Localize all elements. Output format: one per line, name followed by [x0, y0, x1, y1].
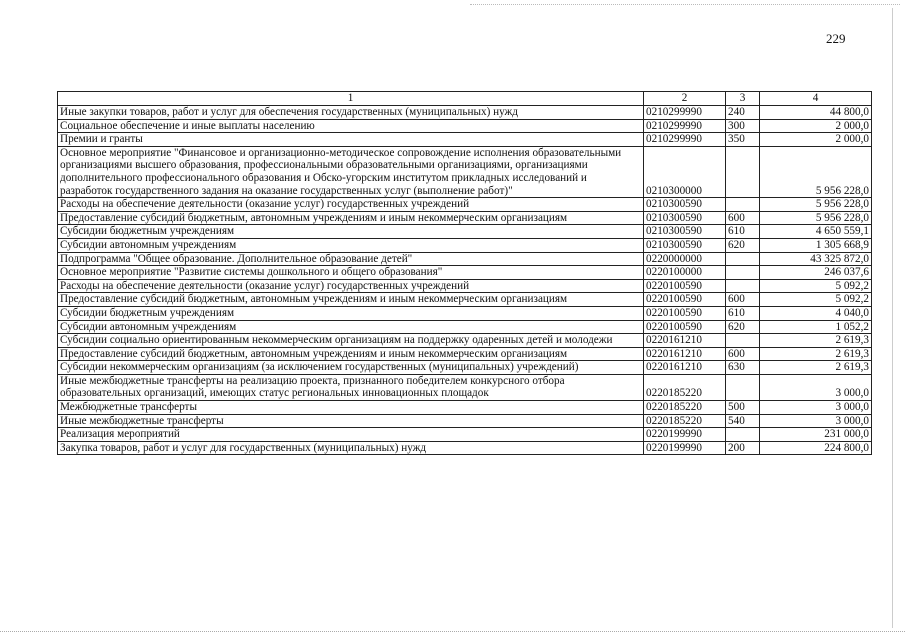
row-type [726, 146, 760, 197]
row-amount: 5 092,2 [760, 293, 872, 307]
row-amount: 3 000,0 [760, 414, 872, 428]
table-row [58, 347, 872, 361]
column-header-type: 3 [726, 92, 760, 106]
row-type: 600 [726, 293, 760, 307]
row-type: 600 [726, 211, 760, 225]
budget-table [57, 91, 872, 455]
table-row [58, 252, 872, 266]
row-name: Субсидии бюджетным учреждениям [58, 306, 644, 320]
page-number: 229 [826, 31, 846, 46]
row-name: Предоставление субсидий бюджетным, автономным учреждениям и иным некоммерческим организациям [58, 211, 644, 225]
row-code: 0210300590 [644, 211, 726, 225]
row-name: Основное мероприятие "Развитие системы дошкольного и общего образования" [58, 266, 644, 280]
table-row [58, 293, 872, 307]
row-code: 0210299990 [644, 133, 726, 147]
table-header-row [58, 92, 872, 106]
row-amount: 2 000,0 [760, 119, 872, 133]
row-type [726, 279, 760, 293]
column-header-amount: 4 [760, 92, 872, 106]
row-name: Предоставление субсидий бюджетным, автономным учреждениям и иным некоммерческим организациям [58, 347, 644, 361]
table-row [58, 198, 872, 212]
row-code: 0220199990 [644, 441, 726, 455]
row-code: 0220185220 [644, 374, 726, 400]
row-amount: 224 800,0 [760, 441, 872, 455]
row-type: 350 [726, 133, 760, 147]
row-code: 0220161210 [644, 361, 726, 375]
table-row [58, 306, 872, 320]
row-amount: 2 000,0 [760, 133, 872, 147]
table-row [58, 361, 872, 375]
row-code: 0210300590 [644, 198, 726, 212]
table-row [58, 266, 872, 280]
row-name: Иные межбюджетные трансферты [58, 414, 644, 428]
row-code: 0220161210 [644, 334, 726, 348]
column-header-name: 1 [58, 92, 644, 106]
row-amount: 5 956 228,0 [760, 198, 872, 212]
row-type [726, 252, 760, 266]
row-amount: 5 956 228,0 [760, 211, 872, 225]
row-type [726, 428, 760, 442]
row-type: 620 [726, 320, 760, 334]
row-amount: 3 000,0 [760, 374, 872, 400]
row-code: 0220100590 [644, 293, 726, 307]
row-type: 300 [726, 119, 760, 133]
row-code: 0210299990 [644, 119, 726, 133]
table-row [58, 414, 872, 428]
row-code: 0220199990 [644, 428, 726, 442]
row-name: Субсидии автономным учреждениям [58, 238, 644, 252]
row-type: 610 [726, 306, 760, 320]
row-code: 0220185220 [644, 414, 726, 428]
table-row [58, 374, 872, 400]
row-amount: 5 956 228,0 [760, 146, 872, 197]
table-row [58, 133, 872, 147]
row-amount: 1 305 668,9 [760, 238, 872, 252]
row-code: 0220161210 [644, 347, 726, 361]
row-name: Подпрограмма "Общее образование. Дополнительное образование детей" [58, 252, 644, 266]
row-type: 500 [726, 401, 760, 415]
row-code: 0210300590 [644, 238, 726, 252]
column-header-code: 2 [644, 92, 726, 106]
row-name: Субсидии бюджетным учреждениям [58, 225, 644, 239]
row-name: Основное мероприятие "Финансовое и организационно-методическое сопровождение исполнения образовательными организациями высшего образования, профессиональными образовательными организациями, организациями дополнительного профессионального образования и Обско-угорским институтом прикладных исследований и разработок государственного задания на оказание государственных услуг (выполнение работ)" [58, 146, 644, 197]
row-code: 0210300000 [644, 146, 726, 197]
row-code: 0220100000 [644, 266, 726, 280]
row-type: 240 [726, 106, 760, 120]
row-amount: 5 092,2 [760, 279, 872, 293]
row-type: 200 [726, 441, 760, 455]
table-row [58, 106, 872, 120]
row-amount: 2 619,3 [760, 334, 872, 348]
row-code: 0210299990 [644, 106, 726, 120]
row-name: Закупка товаров, работ и услуг для государственных (муниципальных) нужд [58, 441, 644, 455]
table-row [58, 401, 872, 415]
row-code: 0220100590 [644, 279, 726, 293]
table-row [58, 119, 872, 133]
row-type [726, 334, 760, 348]
row-amount: 2 619,3 [760, 347, 872, 361]
row-type: 540 [726, 414, 760, 428]
row-code: 0220000000 [644, 252, 726, 266]
row-amount: 2 619,3 [760, 361, 872, 375]
row-amount: 3 000,0 [760, 401, 872, 415]
table-row [58, 146, 872, 197]
row-code: 0220185220 [644, 401, 726, 415]
table-row [58, 238, 872, 252]
row-type: 620 [726, 238, 760, 252]
row-name: Расходы на обеспечение деятельности (оказание услуг) государственных учреждений [58, 279, 644, 293]
row-name: Субсидии некоммерческим организациям (за исключением государственных (муниципальных) учреждений) [58, 361, 644, 375]
row-name: Субсидии автономным учреждениям [58, 320, 644, 334]
row-name: Иные межбюджетные трансферты на реализацию проекта, признанного победителем конкурсного отбора образовательных организаций, имеющих статус региональных инновационных площадок [58, 374, 644, 400]
row-type [726, 198, 760, 212]
scan-artifact-edge [892, 8, 893, 628]
row-name: Расходы на обеспечение деятельности (оказание услуг) государственных учреждений [58, 198, 644, 212]
row-name: Субсидии социально ориентированным некоммерческим организациям на поддержку одаренных детей и молодежи [58, 334, 644, 348]
scan-artifact-top [470, 4, 900, 6]
row-name: Социальное обеспечение и иные выплаты населению [58, 119, 644, 133]
table-row [58, 279, 872, 293]
row-amount: 4 040,0 [760, 306, 872, 320]
row-type [726, 374, 760, 400]
row-amount: 231 000,0 [760, 428, 872, 442]
row-type [726, 266, 760, 280]
row-code: 0220100590 [644, 320, 726, 334]
row-name: Предоставление субсидий бюджетным, автономным учреждениям и иным некоммерческим организациям [58, 293, 644, 307]
table-row [58, 441, 872, 455]
row-type: 600 [726, 347, 760, 361]
row-name: Иные закупки товаров, работ и услуг для обеспечения государственных (муниципальных) нужд [58, 106, 644, 120]
row-amount: 1 052,2 [760, 320, 872, 334]
scan-artifact-bottom [0, 631, 905, 633]
row-code: 0210300590 [644, 225, 726, 239]
table-row [58, 428, 872, 442]
table-row [58, 211, 872, 225]
table-row [58, 334, 872, 348]
row-code: 0220100590 [644, 306, 726, 320]
row-type: 630 [726, 361, 760, 375]
table-body [58, 106, 872, 455]
row-amount: 246 037,6 [760, 266, 872, 280]
row-name: Премии и гранты [58, 133, 644, 147]
table-row [58, 320, 872, 334]
row-amount: 4 650 559,1 [760, 225, 872, 239]
row-name: Межбюджетные трансферты [58, 401, 644, 415]
row-amount: 43 325 872,0 [760, 252, 872, 266]
row-type: 610 [726, 225, 760, 239]
row-name: Реализация мероприятий [58, 428, 644, 442]
table-row [58, 225, 872, 239]
row-amount: 44 800,0 [760, 106, 872, 120]
